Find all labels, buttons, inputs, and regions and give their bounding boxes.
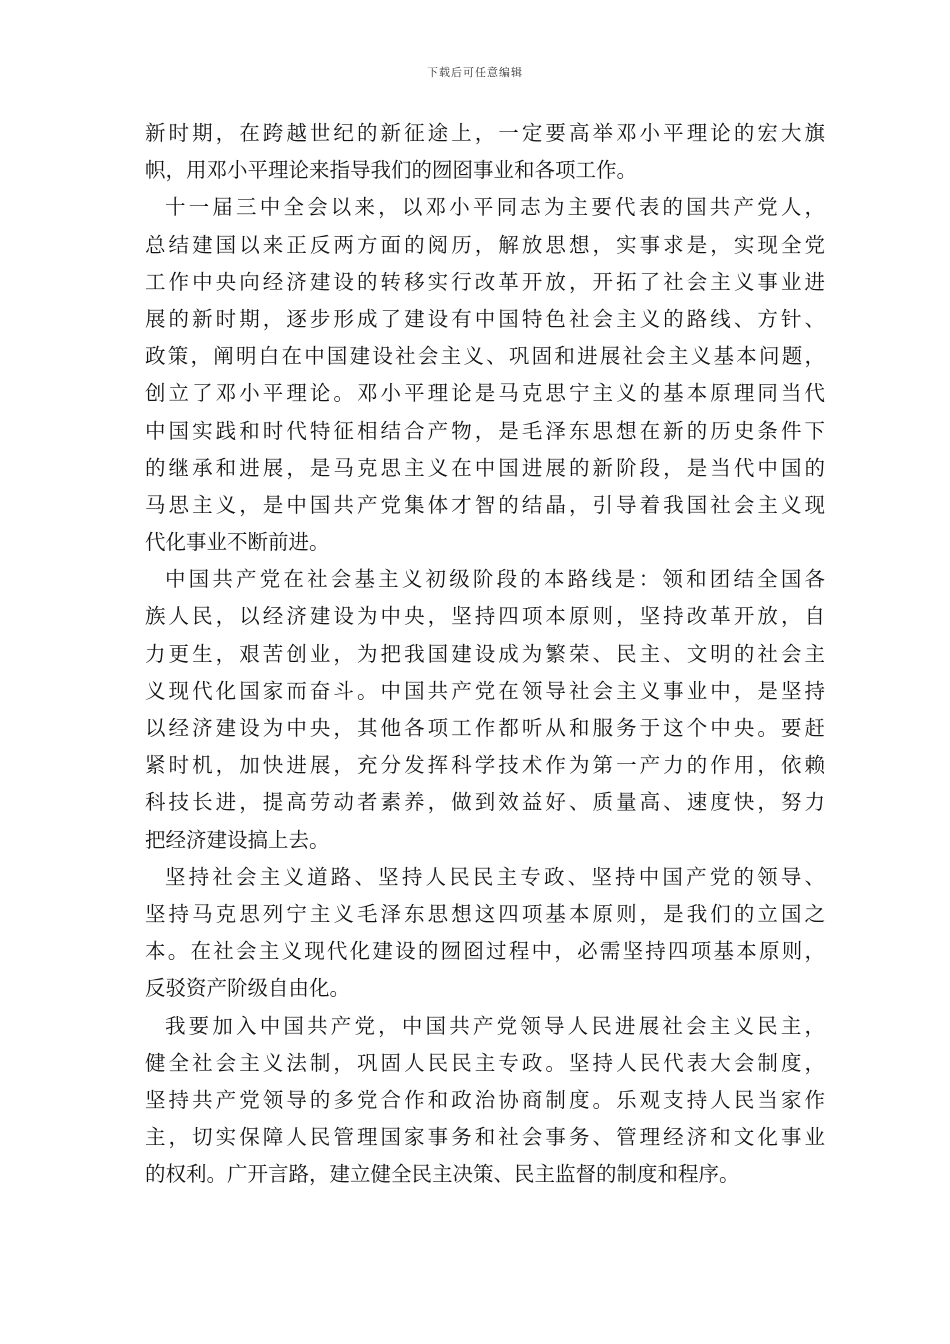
text-line: 把经济建设搞上去。 xyxy=(145,827,330,852)
text-line: 创立了邓小平理论。邓小平理论是马克思宁主义的基本原理同当代 xyxy=(145,381,825,406)
text-line: 坚持马克思列宁主义毛泽东思想这四项基本原则，是我们的立国之 xyxy=(145,901,825,926)
text-line: 力更生，艰苦创业，为把我国建设成为繁荣、民主、文明的社会主 xyxy=(145,641,825,666)
text-line: 义现代化国家而奋斗。中国共产党在领导社会主义事业中，是坚持 xyxy=(145,678,825,703)
paragraph xyxy=(145,859,825,1008)
text-line: 马思主义，是中国共产党集体才智的结晶，引导着我国社会主义现 xyxy=(145,492,825,517)
text-line: 紧时机，加快进展，充分发挥科学技术作为第一产力的作用，依赖 xyxy=(145,753,825,778)
text-line: 中国实践和时代特征相结合产物，是毛泽东思想在新的历史条件下 xyxy=(145,418,825,443)
text-line: 主，切实保障人民管理国家事务和社会事务、管理经济和文化事业 xyxy=(145,1125,825,1150)
text-line: 本。在社会主义现代化建设的囫囵过程中，必需坚持四项基本原则， xyxy=(145,939,825,964)
text-line: 坚持共产党领导的多党合作和政治协商制度。乐观支持人民当家作 xyxy=(145,1087,825,1112)
page-header: 下载后可任意编辑 xyxy=(427,66,523,79)
text-line: 帜，用邓小平理论来指导我们的囫囵事业和各项工作。 xyxy=(145,158,637,183)
paragraph xyxy=(145,561,825,859)
document-body xyxy=(145,115,825,1193)
paragraph xyxy=(145,1008,825,1194)
text-line: 政策，阐明白在中国建设社会主义、巩固和进展社会主义基本问题， xyxy=(145,344,825,369)
text-line: 坚持社会主义道路、坚持人民民主专政、坚持中国产党的领导、 xyxy=(165,864,825,889)
paragraph xyxy=(145,189,825,561)
text-line: 以经济建设为中央，其他各项工作都听从和服务于这个中央。要赶 xyxy=(145,716,825,740)
text-line: 十一届三中全会以来，以邓小平同志为主要代表的国共产党人， xyxy=(165,195,825,220)
text-line: 反驳资产阶级自由化。 xyxy=(145,976,350,1001)
text-line: 总结建国以来正反两方面的阅历，解放思想，实事求是，实现全党 xyxy=(145,232,825,257)
text-line: 新时期，在跨越世纪的新征途上，一定要高举邓小平理论的宏大旗 xyxy=(145,121,825,145)
text-line: 展的新时期，逐步形成了建设有中国特色社会主义的路线、方针、 xyxy=(145,306,825,331)
text-line: 族人民，以经济建设为中央，坚持四项本原则，坚持改革开放，自 xyxy=(145,604,825,629)
text-line: 健全社会主义法制，巩固人民民主专政。坚持人民代表大会制度， xyxy=(145,1050,825,1075)
paragraph xyxy=(145,115,825,189)
text-line: 的权利。广开言路，建立健全民主决策、民主监督的制度和程序。 xyxy=(145,1162,740,1187)
text-line: 代化事业不断前进。 xyxy=(145,530,330,555)
text-line: 科技长进，提高劳动者素养，做到效益好、质量高、速度快，努力 xyxy=(145,790,825,815)
text-line: 我要加入中国共产党，中国共产党领导人民进展社会主义民主， xyxy=(165,1013,825,1038)
text-line: 的继承和进展，是马克思主义在中国进展的新阶段，是当代中国的 xyxy=(145,455,825,480)
text-line: 工作中央向经济建设的转移实行改革开放，开拓了社会主义事业进 xyxy=(145,269,825,294)
text-line: 中国共产党在社会基主义初级阶段的本路线是：领和团结全国各 xyxy=(165,567,825,592)
